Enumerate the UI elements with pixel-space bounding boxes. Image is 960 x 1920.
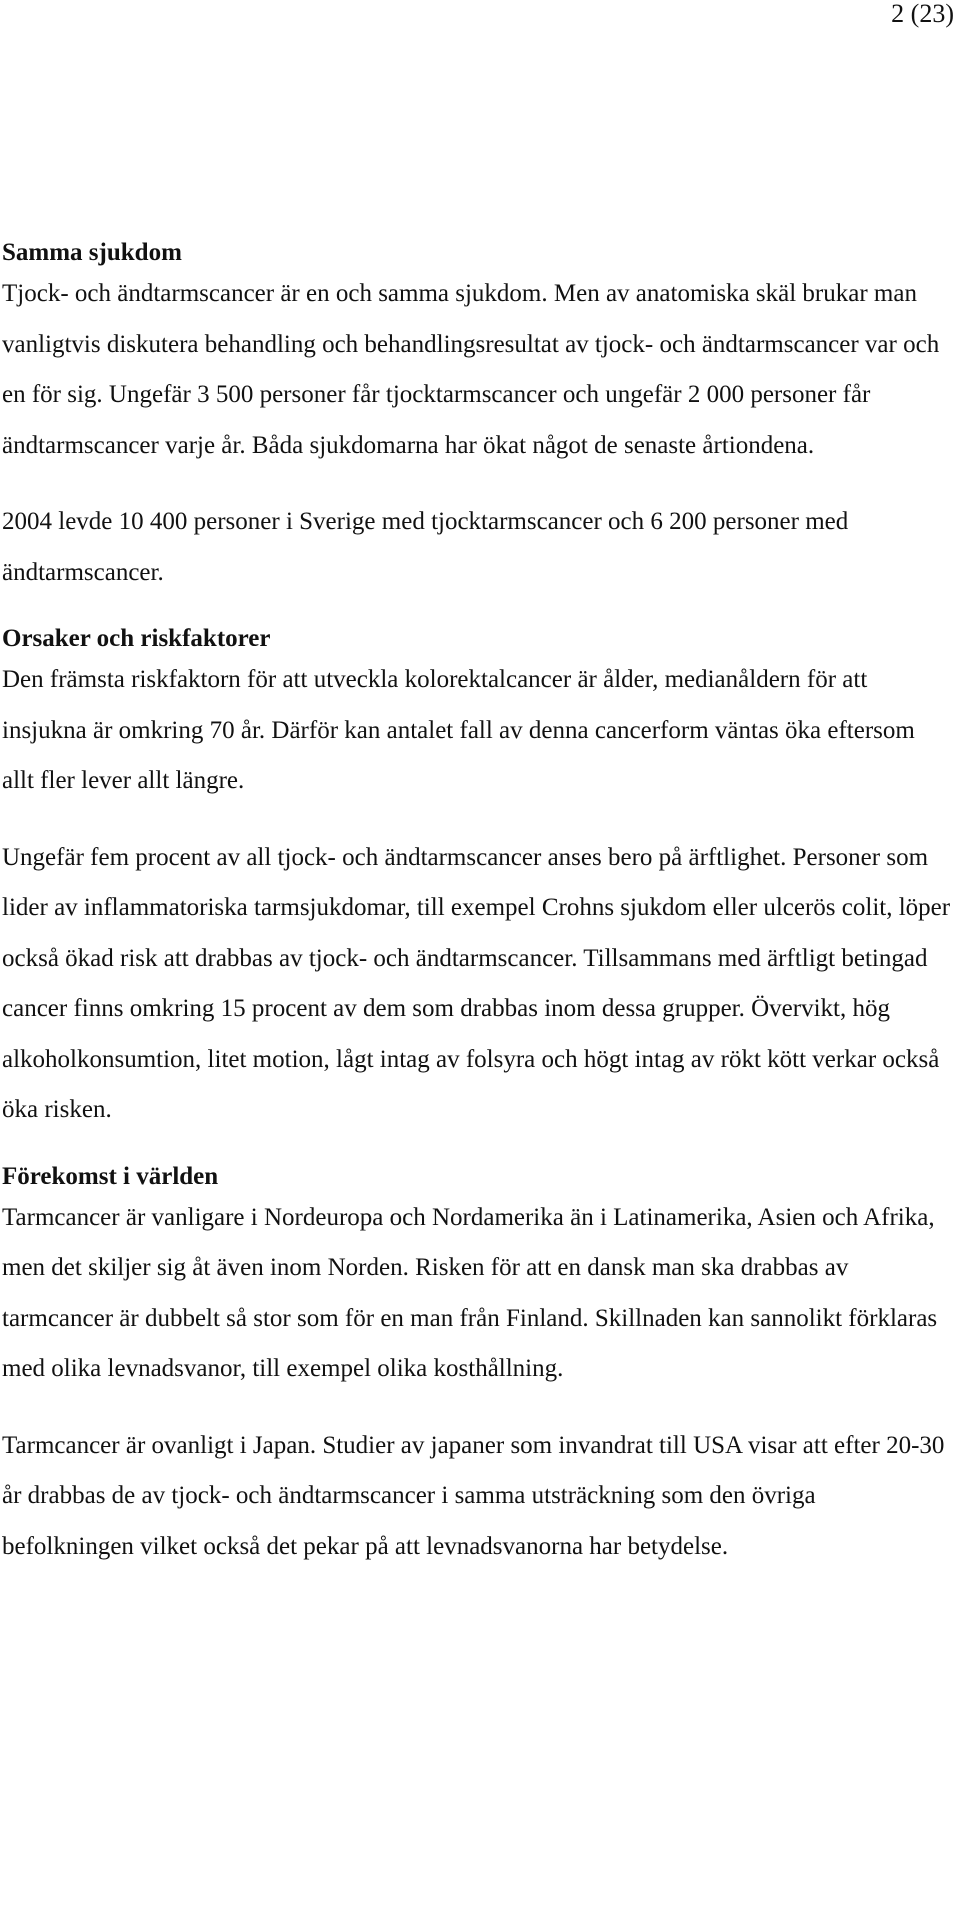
section-spacer [2, 598, 952, 624]
document-body [2, 238, 952, 1572]
paragraph: Tjock- och ändtarmscancer är en och samma sjukdom. Men av anatomiska skäl brukar man vanligtvis diskutera behandling och behandlingsresultat av tjock- och ändtarmscancer var och en för sig. Ungefär 3 500 personer får tjocktarmscancer och ungefär 2 000 personer får ändtarmscancer varje år. Båda sjukdomarna har ökat något de senaste årtiondena. [2, 280, 940, 459]
section-forekomst-i-varlden [2, 1162, 952, 1573]
page-number: 2 (23) [891, 0, 954, 28]
paragraph: 2004 levde 10 400 personer i Sverige med tjocktarmscancer och 6 200 personer med ändtarmscancer. [2, 508, 849, 586]
paragraph: Tarmcancer är vanligare i Nordeuropa och Nordamerika än i Latinamerika, Asien och Afrika, men det skiljer sig åt även inom Norden. Risken för att en dansk man ska drabbas av tarmcancer är dubbelt så stor som för en man från Finland. Skillnaden kan sannolikt förklaras med olika levnadsvanor, till exempel olika kosthållning. [2, 1203, 938, 1382]
paragraph: Ungefär fem procent av all tjock- och ändtarmscancer anses bero på ärftlighet. Personer som lider av inflammatoriska tarmsjukdomar, till exempel Crohns sjukdom eller ulcerös colit, löper också ökad risk att drabbas av tjock- och ändtarmscancer. Tillsammans med ärftligt betingad cancer finns omkring 15 procent av dem som drabbas inom dessa grupper. Övervikt, hög alkoholkonsumtion, litet motion, lågt intag av folsyra och högt intag av rökt kött verkar också öka risken. [2, 843, 951, 1123]
paragraph: Den främsta riskfaktorn för att utveckla kolorektalcancer är ålder, medianåldern för att insjukna är omkring 70 år. Därför kan antalet fall av denna cancerform väntas öka eftersom allt fler lever allt längre. [2, 666, 915, 794]
paragraph-spacer [2, 1395, 952, 1421]
paragraph-spacer [2, 807, 952, 833]
section-spacer [2, 1136, 952, 1162]
section-heading: Orsaker och riskfaktorer [2, 625, 271, 652]
paragraph: Tarmcancer är ovanligt i Japan. Studier av japaner som invandrat till USA visar att efter 20-30 år drabbas de av tjock- och ändtarmscancer i samma utsträckning som den övriga befolkningen vilket också det pekar på att levnadsvanorna har betydelse. [2, 1431, 945, 1560]
section-samma-sjukdom [2, 238, 952, 598]
section-heading: Samma sjukdom [2, 239, 182, 266]
section-orsaker-och-riskfaktorer [2, 624, 952, 1136]
section-heading: Förekomst i världen [2, 1162, 219, 1190]
paragraph-spacer [2, 471, 952, 497]
